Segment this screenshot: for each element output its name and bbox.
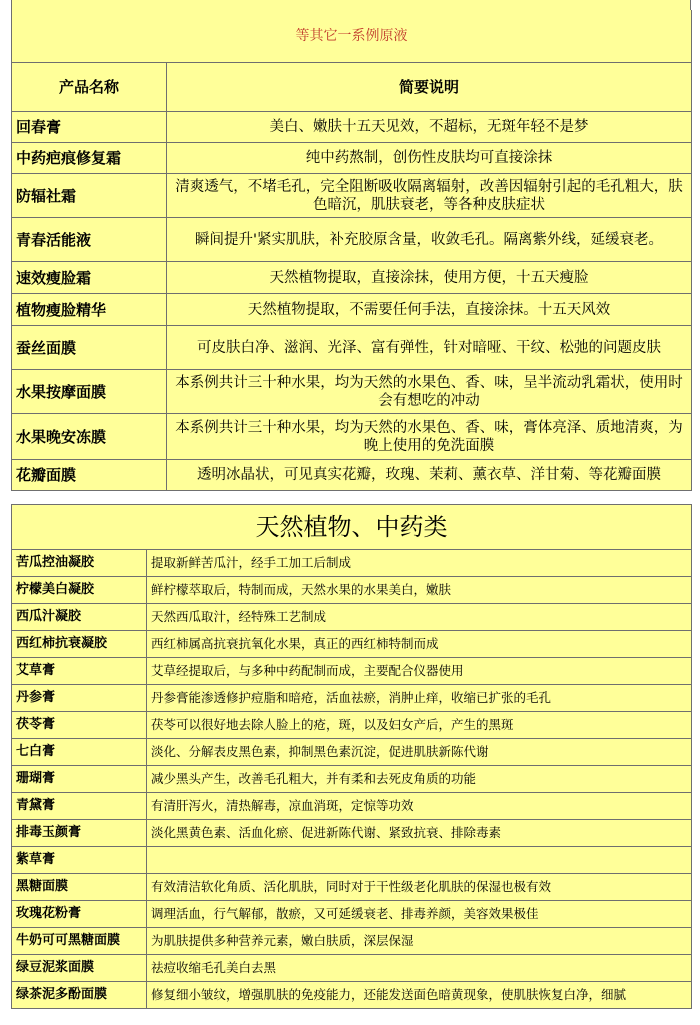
original-solution-table [11, 10, 692, 491]
product-desc: 艾草经提取后，与多种中药配制而成，主要配合仪器使用 [147, 658, 692, 685]
herbal-product-table [11, 504, 692, 1009]
product-name: 丹参膏 [12, 685, 147, 712]
product-name: 防辐社霜 [12, 174, 167, 218]
product-desc: 调理活血，行气解郁，散瘀，又可延缓衰老、排毒养颜，美容效果极佳 [147, 901, 692, 928]
product-desc: 提取新鲜苦瓜汁，经手工加工后制成 [147, 550, 692, 577]
table-row [12, 577, 692, 604]
table-row [12, 685, 692, 712]
table-row [12, 112, 692, 143]
product-desc: 修复细小皱纹，增强肌肤的免疫能力，还能发送面色暗黄现象，使肌肤恢复白净，细腻 [147, 982, 692, 1009]
product-desc: 透明冰晶状，可见真实花瓣，玫瑰、茉莉、薰衣草、洋甘菊、等花瓣面膜 [167, 460, 692, 491]
product-name: 速效瘦脸霜 [12, 262, 167, 294]
section-title: 天然植物、中药类 [12, 505, 692, 550]
product-desc: 本系例共计三十种水果，均为天然的水果色、香、味，膏体亮泽、质地清爽，为晚上使用的免洗面膜 [167, 414, 692, 460]
product-desc: 有清肝泻火，清热解毒，凉血消斑，定惊等功效 [147, 793, 692, 820]
product-desc: 有效清洁软化角质、活化肌肤，同时对于干性级老化肌肤的保湿也极有效 [147, 874, 692, 901]
table-top-stub [11, 0, 691, 10]
product-desc: 茯苓可以很好地去除人脸上的疮，斑，以及妇女产后，产生的黑斑 [147, 712, 692, 739]
product-desc [147, 847, 692, 874]
table-row [12, 766, 692, 793]
table-row [12, 143, 692, 174]
product-name: 排毒玉颜膏 [12, 820, 147, 847]
product-name: 玫瑰花粉膏 [12, 901, 147, 928]
product-name: 绿豆泥浆面膜 [12, 955, 147, 982]
product-name: 茯苓膏 [12, 712, 147, 739]
product-name: 黑糖面膜 [12, 874, 147, 901]
product-name: 植物瘦脸精华 [12, 294, 167, 326]
product-desc: 淡化、分解表皮黑色素，抑制黑色素沉淀，促进肌肤新陈代谢 [147, 739, 692, 766]
product-name: 绿茶泥多酚面膜 [12, 982, 147, 1009]
product-desc: 丹参膏能渗透修护痘脂和暗疮，活血祛瘀，消肿止痒，收缩已扩张的毛孔 [147, 685, 692, 712]
product-desc: 天然植物提取，不需要任何手法，直接涂抹。十五天风效 [167, 294, 692, 326]
table-row [12, 847, 692, 874]
product-desc: 为肌肤提供多种营养元素，嫩白肤质，深层保湿 [147, 928, 692, 955]
table-row [12, 901, 692, 928]
product-name: 牛奶可可黑糖面膜 [12, 928, 147, 955]
product-name: 苦瓜控油凝胶 [12, 550, 147, 577]
product-name: 水果按摩面膜 [12, 370, 167, 414]
table-row [12, 262, 692, 294]
product-desc: 西红柿属高抗衰抗氧化水果，真正的西红柿特制而成 [147, 631, 692, 658]
product-name: 蚕丝面膜 [12, 326, 167, 370]
table-banner: 等其它一系例原液 [12, 10, 692, 63]
table-row [12, 294, 692, 326]
table-row [12, 874, 692, 901]
product-desc: 美白、嫩肤十五天见效，不超标，无斑年轻不是梦 [167, 112, 692, 143]
table-row [12, 460, 692, 491]
table-row [12, 982, 692, 1009]
product-desc: 本系例共计三十种水果，均为天然的水果色、香、味，呈半流动乳霜状，使用时会有想吃的冲动 [167, 370, 692, 414]
product-name: 回春膏 [12, 112, 167, 143]
product-desc: 鲜柠檬萃取后，特制而成，天然水果的水果美白，嫩肤 [147, 577, 692, 604]
table-row [12, 955, 692, 982]
product-desc: 天然植物提取，直接涂抹，使用方便，十五天瘦脸 [167, 262, 692, 294]
table-row [12, 820, 692, 847]
product-name: 柠檬美白凝胶 [12, 577, 147, 604]
product-name: 西瓜汁凝胶 [12, 604, 147, 631]
table-row [12, 658, 692, 685]
table-row [12, 174, 692, 218]
product-name: 珊瑚膏 [12, 766, 147, 793]
table-row [12, 712, 692, 739]
product-desc: 瞬间提升'紧实肌肤，补充胶原含量，收敛毛孔。隔离紫外线，延缓衰老。 [167, 218, 692, 262]
product-desc: 淡化黑黄色素、活血化瘀、促进新陈代谢、紧致抗衰、排除毒素 [147, 820, 692, 847]
product-desc: 减少黑头产生，改善毛孔粗大，并有柔和去死皮角质的功能 [147, 766, 692, 793]
column-header-name: 产品名称 [12, 63, 167, 112]
product-name: 七白膏 [12, 739, 147, 766]
table-row [12, 604, 692, 631]
table-row [12, 218, 692, 262]
product-name: 青春活能液 [12, 218, 167, 262]
column-header-desc: 简要说明 [167, 63, 692, 112]
table-row [12, 370, 692, 414]
table-row [12, 631, 692, 658]
product-name: 紫草膏 [12, 847, 147, 874]
product-name: 中药疤痕修复霜 [12, 143, 167, 174]
product-name: 花瓣面膜 [12, 460, 167, 491]
product-desc: 祛痘收缩毛孔美白去黑 [147, 955, 692, 982]
product-desc: 天然西瓜取汁，经特殊工艺制成 [147, 604, 692, 631]
table-row [12, 326, 692, 370]
product-desc: 纯中药熬制，创伤性皮肤均可直接涂抹 [167, 143, 692, 174]
product-name: 青黛膏 [12, 793, 147, 820]
product-name: 西红柿抗衰凝胶 [12, 631, 147, 658]
product-name: 艾草膏 [12, 658, 147, 685]
table-row [12, 739, 692, 766]
table-row [12, 793, 692, 820]
table-row [12, 414, 692, 460]
product-desc: 可皮肤白净、滋润、光泽、富有弹性，针对暗哑、干纹、松弛的问题皮肤 [167, 326, 692, 370]
product-desc: 清爽透气，不堵毛孔，完全阻断吸收隔离辐射，改善因辐射引起的毛孔粗大，肤色暗沉，肌肤衰老，等各种皮肤症状 [167, 174, 692, 218]
product-name: 水果晚安冻膜 [12, 414, 167, 460]
table-row [12, 928, 692, 955]
table-row [12, 550, 692, 577]
